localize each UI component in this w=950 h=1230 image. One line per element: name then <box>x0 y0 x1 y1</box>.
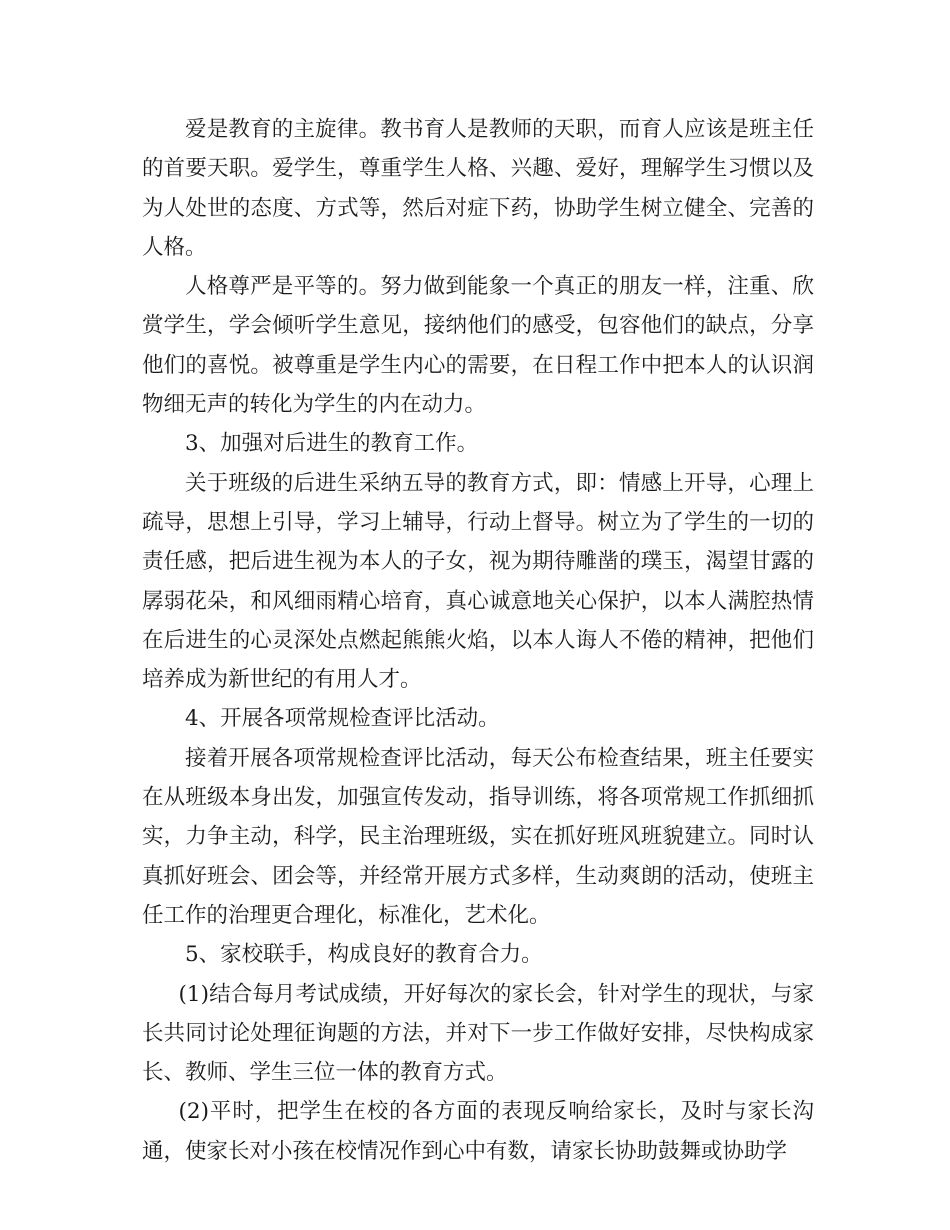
section-heading-5: 5、家校联手，构成良好的教育合力。 <box>185 942 543 968</box>
section-heading-4: 4、开展各项常规检查评比活动。 <box>185 706 500 732</box>
paragraph-love-education: 爱是教育的主旋律。教书育人是教师的天职，而育人应该是班主任的首要天职。爱学生，尊重学生人格、兴趣、爱好，理解学生习惯以及为人处世的态度、方式等，然后对症下药，协助学生树立健全、完善的人格。 <box>142 117 814 260</box>
section-heading-3: 3、加强对后进生的教育工作。 <box>185 431 479 457</box>
paragraph-item-1: (1)结合每月考试成绩，开好每次的家长会，针对学生的现状，与家长共同讨论处理征询题的方法，并对下一步工作做好安排，尽快构成家长、教师、学生三位一体的教育方式。 <box>142 981 814 1086</box>
document-page <box>142 110 814 1171</box>
paragraph-routine-checks: 接着开展各项常规检查评比活动，每天公布检查结果，班主任要实在从班级本身出发，加强宣传发动，指导训练，将各项常规工作抓细抓实，力争主动，科学，民主治理班级，实在抓好班风班貌建立。同时认真抓好班会、团会等，并经常开展方式多样，生动爽朗的活动，使班主任工作的治理更合理化，标准化，艺术化。 <box>142 745 814 928</box>
paragraph-dignity-equal: 人格尊严是平等的。努力做到能象一个真正的朋友一样，注重、欣赏学生，学会倾听学生意见，接纳他们的感受，包容他们的缺点，分享他们的喜悦。被尊重是学生内心的需要，在日程工作中把本人的认识润物细无声的转化为学生的内在动力。 <box>142 274 814 418</box>
paragraph-underachievers: 关于班级的后进生采纳五导的教育方式，即：情感上开导，心理上疏导，思想上引导，学习上辅导，行动上督导。树立为了学生的一切的责任感，把后进生视为本人的子女，视为期待雕凿的璞玉，渴望甘露的孱弱花朵，和风细雨精心培育，真心诚意地关心保护，以本人满腔热情在后进生的心灵深处点燃起熊熊火焰，以本人诲人不倦的精神，把他们培养成为新世纪的有用人才。 <box>142 470 814 693</box>
paragraph-item-2: (2)平时，把学生在校的各方面的表现反响给家长，及时与家长沟通，使家长对小孩在校情况作到心中有数，请家长协助鼓舞或协助学 <box>142 1099 814 1164</box>
